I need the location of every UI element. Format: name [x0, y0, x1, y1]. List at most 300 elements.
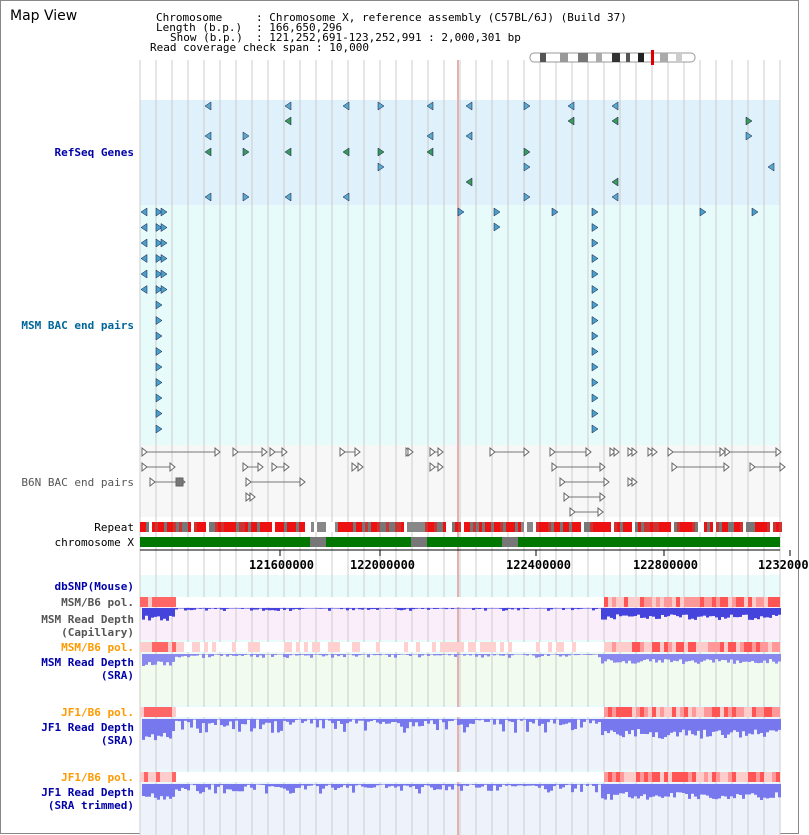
polymorphism-cell — [276, 597, 280, 607]
read-depth-bar — [316, 719, 319, 727]
read-depth-bar — [223, 654, 226, 655]
read-depth-bar — [472, 654, 475, 655]
read-depth-bar — [667, 654, 670, 660]
read-depth-bar — [499, 784, 502, 787]
read-depth-bar — [511, 719, 514, 722]
repeat-segment — [260, 522, 263, 532]
read-depth-bar — [403, 719, 406, 733]
read-depth-bar — [658, 719, 661, 738]
read-depth-bar — [355, 654, 358, 657]
read-depth-bar — [469, 784, 472, 785]
polymorphism-cell — [176, 772, 180, 782]
read-depth-bar — [493, 719, 496, 725]
read-depth-bar — [634, 784, 637, 796]
read-depth-bar — [769, 608, 772, 618]
polymorphism-cell — [152, 707, 156, 717]
polymorphism-cell — [644, 642, 648, 652]
read-depth-bar — [721, 608, 724, 617]
polymorphism-cell — [300, 707, 304, 717]
read-depth-bar — [709, 608, 712, 616]
polymorphism-cell — [628, 597, 632, 607]
track-label-msm-b6-pol-2[interactable]: MSM/B6 pol. — [61, 641, 134, 654]
read-depth-bar — [316, 784, 319, 786]
polymorphism-cell — [500, 642, 504, 652]
track-label-msm-depth-sra-1[interactable]: MSM Read Depth — [41, 656, 134, 669]
repeat-segment — [284, 522, 287, 532]
polymorphism-cell — [400, 642, 404, 652]
repeat-segment — [383, 522, 386, 532]
read-depth-bar — [178, 654, 181, 657]
polymorphism-cell — [404, 707, 408, 717]
read-depth-bar — [604, 654, 607, 661]
read-depth-bar — [151, 654, 154, 665]
read-depth-bar — [193, 608, 196, 610]
read-depth-bar — [358, 608, 361, 609]
polymorphism-cell — [692, 772, 696, 782]
polymorphism-cell — [292, 707, 296, 717]
polymorphism-cell — [660, 642, 664, 652]
read-depth-bar — [655, 784, 658, 795]
read-depth-bar — [775, 608, 778, 616]
polymorphism-cell — [452, 642, 456, 652]
polymorphism-cell — [652, 772, 656, 782]
read-depth-bar — [562, 608, 565, 610]
polymorphism-cell — [280, 597, 284, 607]
repeat-segment — [329, 522, 332, 532]
read-depth-bar — [664, 784, 667, 796]
read-depth-bar — [169, 719, 172, 739]
read-depth-bar — [469, 608, 472, 609]
read-depth-bar — [256, 608, 259, 610]
read-depth-bar — [766, 608, 769, 617]
read-depth-bar — [235, 784, 238, 791]
polymorphism-cell — [760, 772, 764, 782]
polymorphism-cell — [664, 772, 668, 782]
read-depth-bar — [658, 654, 661, 660]
repeat-segment — [776, 522, 779, 532]
polymorphism-cell — [364, 707, 368, 717]
polymorphism-cell — [144, 597, 148, 607]
read-depth-bar — [757, 719, 760, 734]
read-depth-bar — [259, 784, 262, 785]
repeat-segment — [482, 522, 485, 532]
read-depth-bar — [613, 608, 616, 619]
track-label-refseq[interactable]: RefSeq Genes — [54, 146, 134, 159]
read-depth-bar — [424, 608, 427, 609]
read-depth-bar — [301, 608, 304, 609]
repeat-segment — [215, 522, 218, 532]
read-depth-bar — [424, 784, 427, 785]
read-depth-bar — [142, 784, 145, 796]
read-depth-bar — [487, 719, 490, 722]
polymorphism-cell — [204, 772, 208, 782]
read-depth-bar — [631, 719, 634, 730]
read-depth-bar — [352, 784, 355, 793]
repeat-segment — [347, 522, 350, 532]
polymorphism-cell — [596, 707, 600, 717]
polymorphism-cell — [600, 772, 604, 782]
read-depth-bar — [199, 654, 202, 655]
read-depth-bar — [748, 654, 751, 662]
read-depth-bar — [244, 719, 247, 724]
read-depth-bar — [223, 719, 226, 727]
read-depth-bar — [253, 608, 256, 610]
read-depth-bar — [151, 608, 154, 618]
read-depth-bar — [163, 608, 166, 619]
read-depth-bar — [370, 719, 373, 721]
polymorphism-cell — [476, 642, 480, 652]
track-label-jf1-depth-sra-1[interactable]: JF1 Read Depth — [41, 721, 134, 734]
read-depth-bar — [709, 654, 712, 660]
read-depth-bar — [343, 719, 346, 732]
polymorphism-cell — [636, 642, 640, 652]
polymorphism-cell — [476, 707, 480, 717]
track-label-jf1-depth-trim-1[interactable]: JF1 Read Depth — [41, 786, 134, 799]
read-depth-bar — [598, 654, 601, 657]
read-depth-bar — [277, 608, 280, 611]
polymorphism-cell — [164, 597, 168, 607]
polymorphism-cell — [732, 707, 736, 717]
polymorphism-cell — [484, 772, 488, 782]
polymorphism-cell — [704, 642, 708, 652]
polymorphism-cell — [332, 707, 336, 717]
repeat-segment — [572, 522, 575, 532]
read-depth-bar — [493, 654, 496, 655]
polymorphism-cell — [620, 772, 624, 782]
repeat-segment — [179, 522, 182, 532]
polymorphism-cell — [424, 772, 428, 782]
polymorphism-cell — [748, 597, 752, 607]
read-depth-bar — [463, 654, 466, 656]
read-depth-bar — [553, 719, 556, 723]
read-depth-bar — [448, 654, 451, 655]
page-title: Map View — [10, 8, 78, 24]
repeat-segment — [653, 522, 656, 532]
polymorphism-cell — [744, 707, 748, 717]
read-depth-bar — [685, 784, 688, 794]
read-depth-bar — [394, 608, 397, 609]
read-depth-bar — [739, 608, 742, 617]
read-depth-bar — [190, 719, 193, 728]
read-depth-bar — [163, 719, 166, 733]
repeat-segment — [536, 522, 539, 532]
read-depth-bar — [268, 608, 271, 610]
read-depth-bar — [496, 784, 499, 791]
polymorphism-cell — [452, 597, 456, 607]
read-depth-bar — [202, 784, 205, 792]
read-depth-bar — [679, 784, 682, 792]
repeat-segment — [455, 522, 458, 532]
polymorphism-cell — [232, 597, 236, 607]
polymorphism-cell — [648, 772, 652, 782]
read-depth-bar — [664, 719, 667, 737]
polymorphism-cell — [604, 772, 608, 782]
read-depth-bar — [142, 654, 145, 666]
read-depth-bar — [517, 719, 520, 720]
read-depth-bar — [487, 608, 490, 609]
read-depth-bar — [580, 719, 583, 728]
read-depth-bar — [775, 654, 778, 664]
polymorphism-cell — [184, 707, 188, 717]
polymorphism-cell — [624, 772, 628, 782]
polymorphism-cell — [212, 642, 216, 652]
track-label-b6n-bac[interactable]: B6N BAC end pairs — [21, 476, 134, 489]
read-depth-bar — [364, 654, 367, 655]
read-depth-bar — [688, 784, 691, 799]
track-label-jf1-b6-pol-2[interactable]: JF1/B6 pol. — [61, 771, 134, 784]
read-depth-bar — [550, 784, 553, 791]
read-depth-bar — [340, 608, 343, 609]
polymorphism-cell — [512, 707, 516, 717]
repeat-segment — [302, 522, 305, 532]
polymorphism-cell — [396, 642, 400, 652]
polymorphism-cell — [684, 772, 688, 782]
polymorphism-cell — [520, 772, 524, 782]
polymorphism-cell — [516, 707, 520, 717]
polymorphism-cell — [292, 642, 296, 652]
repeat-segment — [746, 522, 749, 532]
read-depth-bar — [457, 608, 460, 609]
read-depth-bar — [427, 719, 430, 724]
polymorphism-cell — [480, 772, 484, 782]
read-depth-bar — [460, 784, 463, 791]
read-depth-bar — [280, 719, 283, 731]
track-label-dbsnp[interactable]: dbSNP(Mouse) — [54, 580, 134, 593]
polymorphism-cell — [232, 642, 236, 652]
read-depth-bar — [586, 654, 589, 655]
read-depth-bar — [538, 784, 541, 788]
repeat-segment — [158, 522, 161, 532]
read-depth-bar — [400, 608, 403, 610]
read-depth-bar — [496, 608, 499, 609]
polymorphism-cell — [184, 642, 188, 652]
read-depth-bar — [157, 784, 160, 800]
polymorphism-cell — [588, 707, 592, 717]
polymorphism-cell — [352, 597, 356, 607]
polymorphism-cell — [352, 642, 356, 652]
show-value: : 121,252,691-123,252,991 : 2,000,301 bp — [256, 31, 521, 44]
track-label-msm-b6-pol-1[interactable]: MSM/B6 pol. — [61, 596, 134, 609]
polymorphism-cell — [520, 597, 524, 607]
read-depth-bar — [739, 654, 742, 663]
read-depth-bar — [514, 719, 517, 733]
read-depth-bar — [256, 719, 259, 720]
read-depth-bar — [667, 608, 670, 616]
read-depth-bar — [394, 784, 397, 788]
polymorphism-cell — [176, 597, 180, 607]
read-depth-bar — [226, 654, 229, 657]
read-depth-bar — [466, 784, 469, 786]
polymorphism-cell — [512, 772, 516, 782]
read-depth-bar — [562, 654, 565, 655]
track-label-msm-bac[interactable]: MSM BAC end pairs — [21, 319, 134, 332]
read-depth-bar — [310, 719, 313, 723]
polymorphism-cell — [400, 772, 404, 782]
read-depth-bar — [205, 608, 208, 611]
read-depth-bar — [196, 719, 199, 729]
read-depth-bar — [208, 654, 211, 657]
polymorphism-cell — [528, 707, 532, 717]
polymorphism-cell — [204, 642, 208, 652]
read-depth-bar — [685, 719, 688, 735]
read-depth-bar — [283, 719, 286, 721]
polymorphism-cell — [476, 597, 480, 607]
read-depth-bar — [430, 784, 433, 787]
polymorphism-cell — [712, 772, 716, 782]
polymorphism-cell — [700, 707, 704, 717]
read-depth-bar — [247, 784, 250, 785]
polymorphism-cell — [492, 597, 496, 607]
read-depth-bar — [268, 654, 271, 655]
read-depth-bar — [544, 654, 547, 655]
polymorphism-cell — [568, 772, 572, 782]
read-depth-bar — [235, 608, 238, 609]
read-depth-bar — [403, 654, 406, 655]
read-depth-bar — [364, 719, 367, 731]
polymorphism-cell — [724, 642, 728, 652]
repeat-segment — [272, 522, 275, 532]
repeat-segment — [428, 522, 431, 532]
read-depth-bar — [559, 608, 562, 609]
polymorphism-cell — [628, 772, 632, 782]
read-depth-bar — [421, 654, 424, 655]
read-depth-bar — [274, 784, 277, 787]
read-depth-bar — [361, 608, 364, 610]
read-depth-bar — [607, 654, 610, 659]
read-depth-bar — [217, 654, 220, 655]
read-depth-bar — [196, 654, 199, 656]
repeat-segment — [512, 522, 515, 532]
read-depth-bar — [250, 784, 253, 788]
read-depth-bar — [232, 719, 235, 729]
read-depth-bar — [673, 654, 676, 661]
track-label-jf1-b6-pol-1[interactable]: JF1/B6 pol. — [61, 706, 134, 719]
polymorphism-cell — [512, 597, 516, 607]
polymorphism-cell — [676, 707, 680, 717]
read-depth-bar — [259, 719, 262, 729]
polymorphism-cell — [496, 707, 500, 717]
read-depth-bar — [382, 719, 385, 722]
polymorphism-cell — [408, 772, 412, 782]
polymorphism-cell — [344, 642, 348, 652]
read-depth-bar — [643, 784, 646, 794]
read-depth-bar — [670, 784, 673, 793]
repeat-segment — [422, 522, 425, 532]
polymorphism-cell — [216, 772, 220, 782]
track-label-msm-depth-cap-1[interactable]: MSM Read Depth — [41, 613, 134, 626]
polymorphism-cell — [720, 772, 724, 782]
read-depth-bar — [631, 784, 634, 798]
polymorphism-cell — [440, 597, 444, 607]
polymorphism-cell — [612, 597, 616, 607]
read-depth-bar — [583, 719, 586, 722]
polymorphism-cell — [664, 642, 668, 652]
read-depth-bar — [235, 719, 238, 721]
read-depth-bar — [652, 608, 655, 617]
read-depth-bar — [673, 608, 676, 615]
repeat-segment — [728, 522, 731, 532]
polymorphism-cell — [296, 707, 300, 717]
read-depth-bar — [280, 654, 283, 655]
read-depth-bar — [598, 784, 601, 785]
tick-label-3: 122400000 — [506, 558, 572, 572]
polymorphism-cell — [364, 597, 368, 607]
repeat-segment — [194, 522, 197, 532]
read-depth-bar — [421, 784, 424, 787]
read-depth-bar — [700, 719, 703, 739]
polymorphism-cell — [468, 597, 472, 607]
read-depth-bar — [703, 608, 706, 616]
read-depth-bar — [457, 654, 460, 655]
coordinate-axis — [140, 550, 790, 556]
read-depth-bar — [520, 719, 523, 721]
polymorphism-cell — [256, 707, 260, 717]
read-depth-bar — [190, 784, 193, 785]
polymorphism-cell — [392, 772, 396, 782]
read-depth-bar — [400, 784, 403, 791]
read-depth-bar — [502, 719, 505, 731]
polymorphism-cell — [284, 642, 288, 652]
repeat-segment — [440, 522, 443, 532]
repeat-segment — [296, 522, 299, 532]
polymorphism-cell — [344, 772, 348, 782]
polymorphism-cell — [500, 772, 504, 782]
read-depth-bar — [457, 784, 460, 786]
polymorphism-cell — [592, 597, 596, 607]
polymorphism-cell — [304, 707, 308, 717]
polymorphism-cell — [188, 772, 192, 782]
read-depth-bar — [433, 608, 436, 609]
read-depth-bar — [517, 654, 520, 655]
polymorphism-cell — [276, 772, 280, 782]
polymorphism-cell — [188, 597, 192, 607]
read-depth-bar — [400, 654, 403, 655]
polymorphism-cell — [528, 597, 532, 607]
polymorphism-cell — [156, 597, 160, 607]
read-depth-bar — [706, 654, 709, 659]
polymorphism-cell — [176, 707, 180, 717]
read-depth-bar — [415, 784, 418, 789]
read-depth-bar — [484, 719, 487, 722]
repeat-segment — [566, 522, 569, 532]
repeat-segment — [635, 522, 638, 532]
read-depth-bar — [700, 608, 703, 617]
read-depth-bar — [220, 719, 223, 725]
read-depth-bar — [511, 784, 514, 786]
read-depth-bar — [202, 654, 205, 658]
polymorphism-cell — [384, 772, 388, 782]
read-depth-bar — [628, 608, 631, 616]
read-depth-bar — [769, 654, 772, 659]
polymorphism-cell — [512, 642, 516, 652]
polymorphism-cell — [240, 597, 244, 607]
read-depth-bar — [631, 608, 634, 616]
polymorphism-cell — [464, 642, 468, 652]
read-depth-bar — [190, 654, 193, 656]
repeat-segment — [674, 522, 677, 532]
polymorphism-cell — [588, 597, 592, 607]
read-depth-bar — [241, 654, 244, 656]
read-depth-bar — [181, 608, 184, 609]
read-depth-bar — [559, 654, 562, 657]
polymorphism-cell — [296, 597, 300, 607]
read-depth-bar — [271, 784, 274, 786]
polymorphism-cell — [752, 707, 756, 717]
repeat-segment — [491, 522, 494, 532]
read-depth-bar — [418, 719, 421, 726]
polymorphism-cell — [468, 772, 472, 782]
read-depth-bar — [373, 608, 376, 609]
